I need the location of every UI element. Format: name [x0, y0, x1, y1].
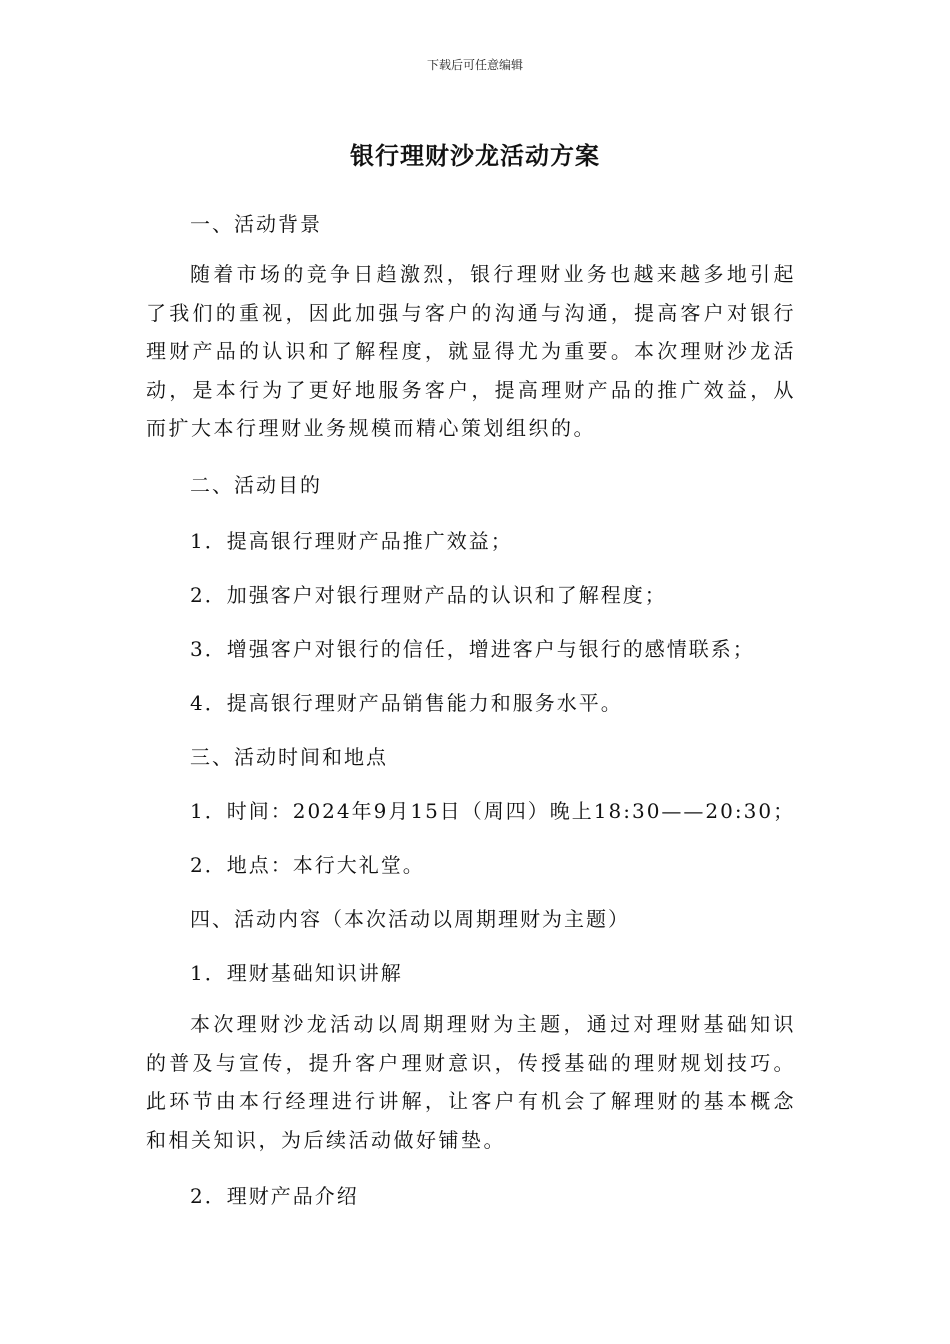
section-heading-content: 四、活动内容（本次活动以周期理财为主题）	[190, 907, 630, 931]
place-item: 2．地点：本行大礼堂。	[190, 853, 425, 877]
content-item-title: 1．理财基础知识讲解	[190, 961, 403, 985]
header-note: 下载后可任意编辑	[426, 58, 523, 72]
content-item-title: 2．理财产品介绍	[190, 1184, 359, 1208]
goal-item: 1．提高银行理财产品推广效益；	[190, 529, 513, 553]
section-heading-goals: 二、活动目的	[190, 473, 322, 497]
section-heading-background: 一、活动背景	[190, 212, 322, 236]
content-paragraph: 本次理财沙龙活动以周期理财为主题，通过对理财基础知识的普及与宣传，提升客户理财意识，传授基础的理财规划技巧。此环节由本行经理进行讲解，让客户有机会了解理财的基本概念和相关知识，为后续活动做好铺垫。	[146, 1012, 796, 1152]
document-title: 银行理财沙龙活动方案	[350, 142, 600, 170]
goal-item: 4．提高银行理财产品销售能力和服务水平。	[190, 691, 623, 715]
goal-item: 2．加强客户对银行理财产品的认识和了解程度；	[190, 583, 667, 607]
section-heading-time-place: 三、活动时间和地点	[190, 745, 388, 769]
time-item: 1．时间：2024年9月15日（周四）晚上18:30——20:30；	[190, 799, 796, 823]
goal-item: 3．增强客户对银行的信任，增进客户与银行的感情联系；	[190, 637, 755, 661]
background-paragraph: 随着市场的竞争日趋激烈，银行理财业务也越来越多地引起了我们的重视，因此加强与客户的沟通与沟通，提高客户对银行理财产品的认识和了解程度，就显得尤为重要。本次理财沙龙活动，是本行为了更好地服务客户，提高理财产品的推广效益，从而扩大本行理财业务规模而精心策划组织的。	[146, 262, 796, 440]
